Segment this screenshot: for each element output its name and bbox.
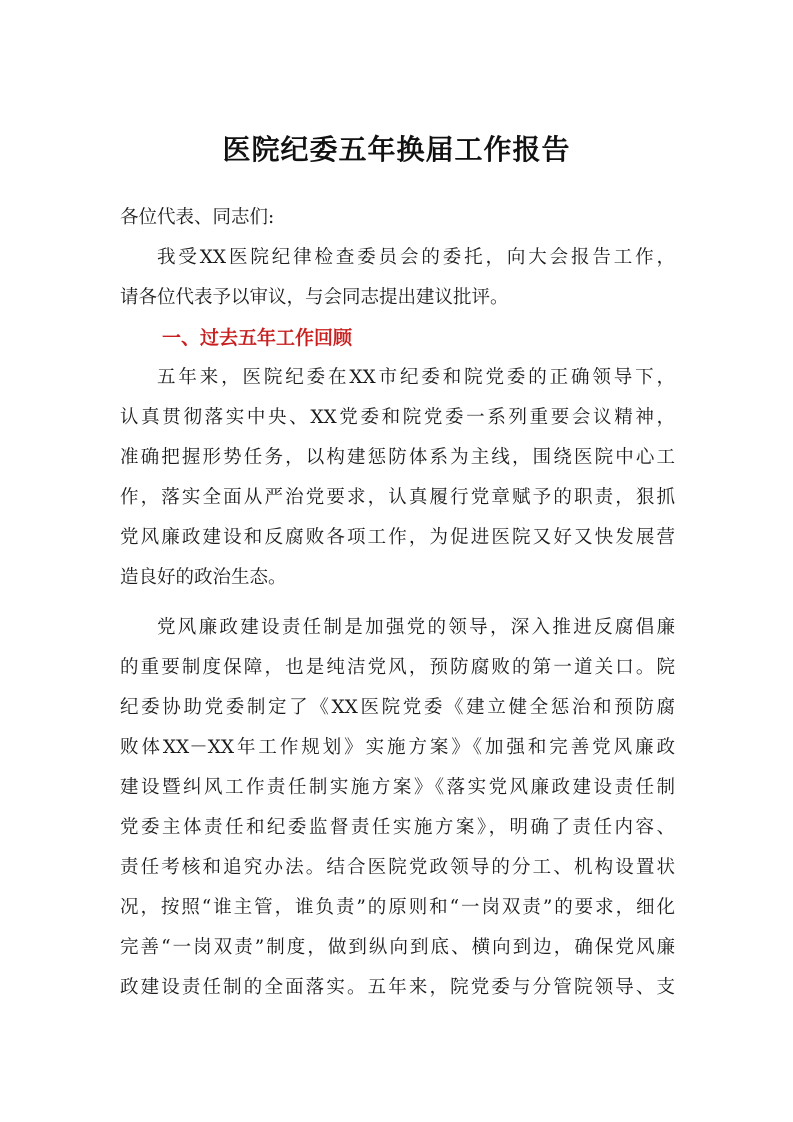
paragraph-2-text-3: 准确把握形势任务，以构建惩防体系为主线，围绕医院中心工 (120, 447, 675, 468)
paragraph-3-line-2 (120, 648, 675, 688)
section-heading-1: 一、过去五年工作回顾 (162, 327, 353, 349)
paragraph-3-text-3: 纪委协助党委制定了《XX医院党委《建立健全惩治和预防腐 (120, 697, 675, 718)
paragraph-3-line-7 (120, 848, 675, 888)
paragraph-2-line-2 (120, 398, 675, 438)
paragraph-1-text-1: 我受XX医院纪律检查委员会的委托，向大会报告工作， (157, 247, 675, 268)
paragraph-3-text-8: 况，按照“谁主管，谁负责”的原则和“一岗双责”的要求，细化 (120, 897, 675, 918)
document-body (120, 198, 675, 1008)
paragraph-gap (120, 598, 675, 608)
paragraph-2-line-4 (120, 478, 675, 518)
salutation-text: 各位代表、同志们: (120, 207, 275, 228)
paragraph-3-line-3 (120, 688, 675, 728)
paragraph-3-text-1: 党风廉政建设责任制是加强党的领导，深入推进反腐倡廉 (157, 617, 675, 638)
paragraph-3-text-6: 党委主体责任和纪委监督责任实施方案》，明确了责任内容、 (120, 817, 675, 838)
paragraph-2-line-3 (120, 438, 675, 478)
paragraph-2-line-1 (120, 358, 675, 398)
paragraph-3-line-9 (120, 928, 675, 968)
salutation (120, 198, 675, 238)
paragraph-1-line-2 (120, 278, 675, 318)
paragraph-2-text-5: 党风廉政建设和反腐败各项工作，为促进医院又好又快发展营 (120, 527, 675, 548)
paragraph-3-line-5 (120, 768, 675, 808)
paragraph-3-line-8 (120, 888, 675, 928)
paragraph-1-line-1 (120, 238, 675, 278)
paragraph-2-line-5 (120, 518, 675, 558)
paragraph-2-text-6: 造良好的政治生态。 (120, 567, 287, 588)
paragraph-3-line-1 (120, 608, 675, 648)
paragraph-3-line-4 (120, 728, 675, 768)
paragraph-3-text-9: 完善“一岗双责”制度，做到纵向到底、横向到边，确保党风廉 (120, 937, 675, 958)
paragraph-3-line-10 (120, 968, 675, 1008)
paragraph-3-text-4: 败体XX－XX年工作规划》实施方案》《加强和完善党风廉政 (120, 737, 675, 758)
paragraph-2-line-6 (120, 558, 675, 598)
paragraph-2-text-2: 认真贯彻落实中央、XX党委和院党委一系列重要会议精神， (120, 407, 675, 428)
paragraph-3-text-7: 责任考核和追究办法。结合医院党政领导的分工、机构设置状 (120, 857, 675, 878)
paragraph-3-text-10: 政建设责任制的全面落实。五年来，院党委与分管院领导、支 (120, 977, 675, 998)
paragraph-3-text-5: 建设暨纠风工作责任制实施方案》《落实党风廉政建设责任制 (120, 777, 675, 798)
paragraph-3-text-2: 的重要制度保障，也是纯洁党风，预防腐败的第一道关口。院 (120, 657, 675, 678)
paragraph-2-text-4: 作，落实全面从严治党要求，认真履行党章赋予的职责，狠抓 (120, 487, 675, 508)
paragraph-3-line-6 (120, 808, 675, 848)
document-title: 医院纪委五年换届工作报告 (222, 133, 571, 166)
paragraph-1-text-2: 请各位代表予以审议，与会同志提出建议批评。 (120, 287, 509, 308)
paragraph-2-text-1: 五年来，医院纪委在XX市纪委和院党委的正确领导下， (157, 367, 675, 388)
